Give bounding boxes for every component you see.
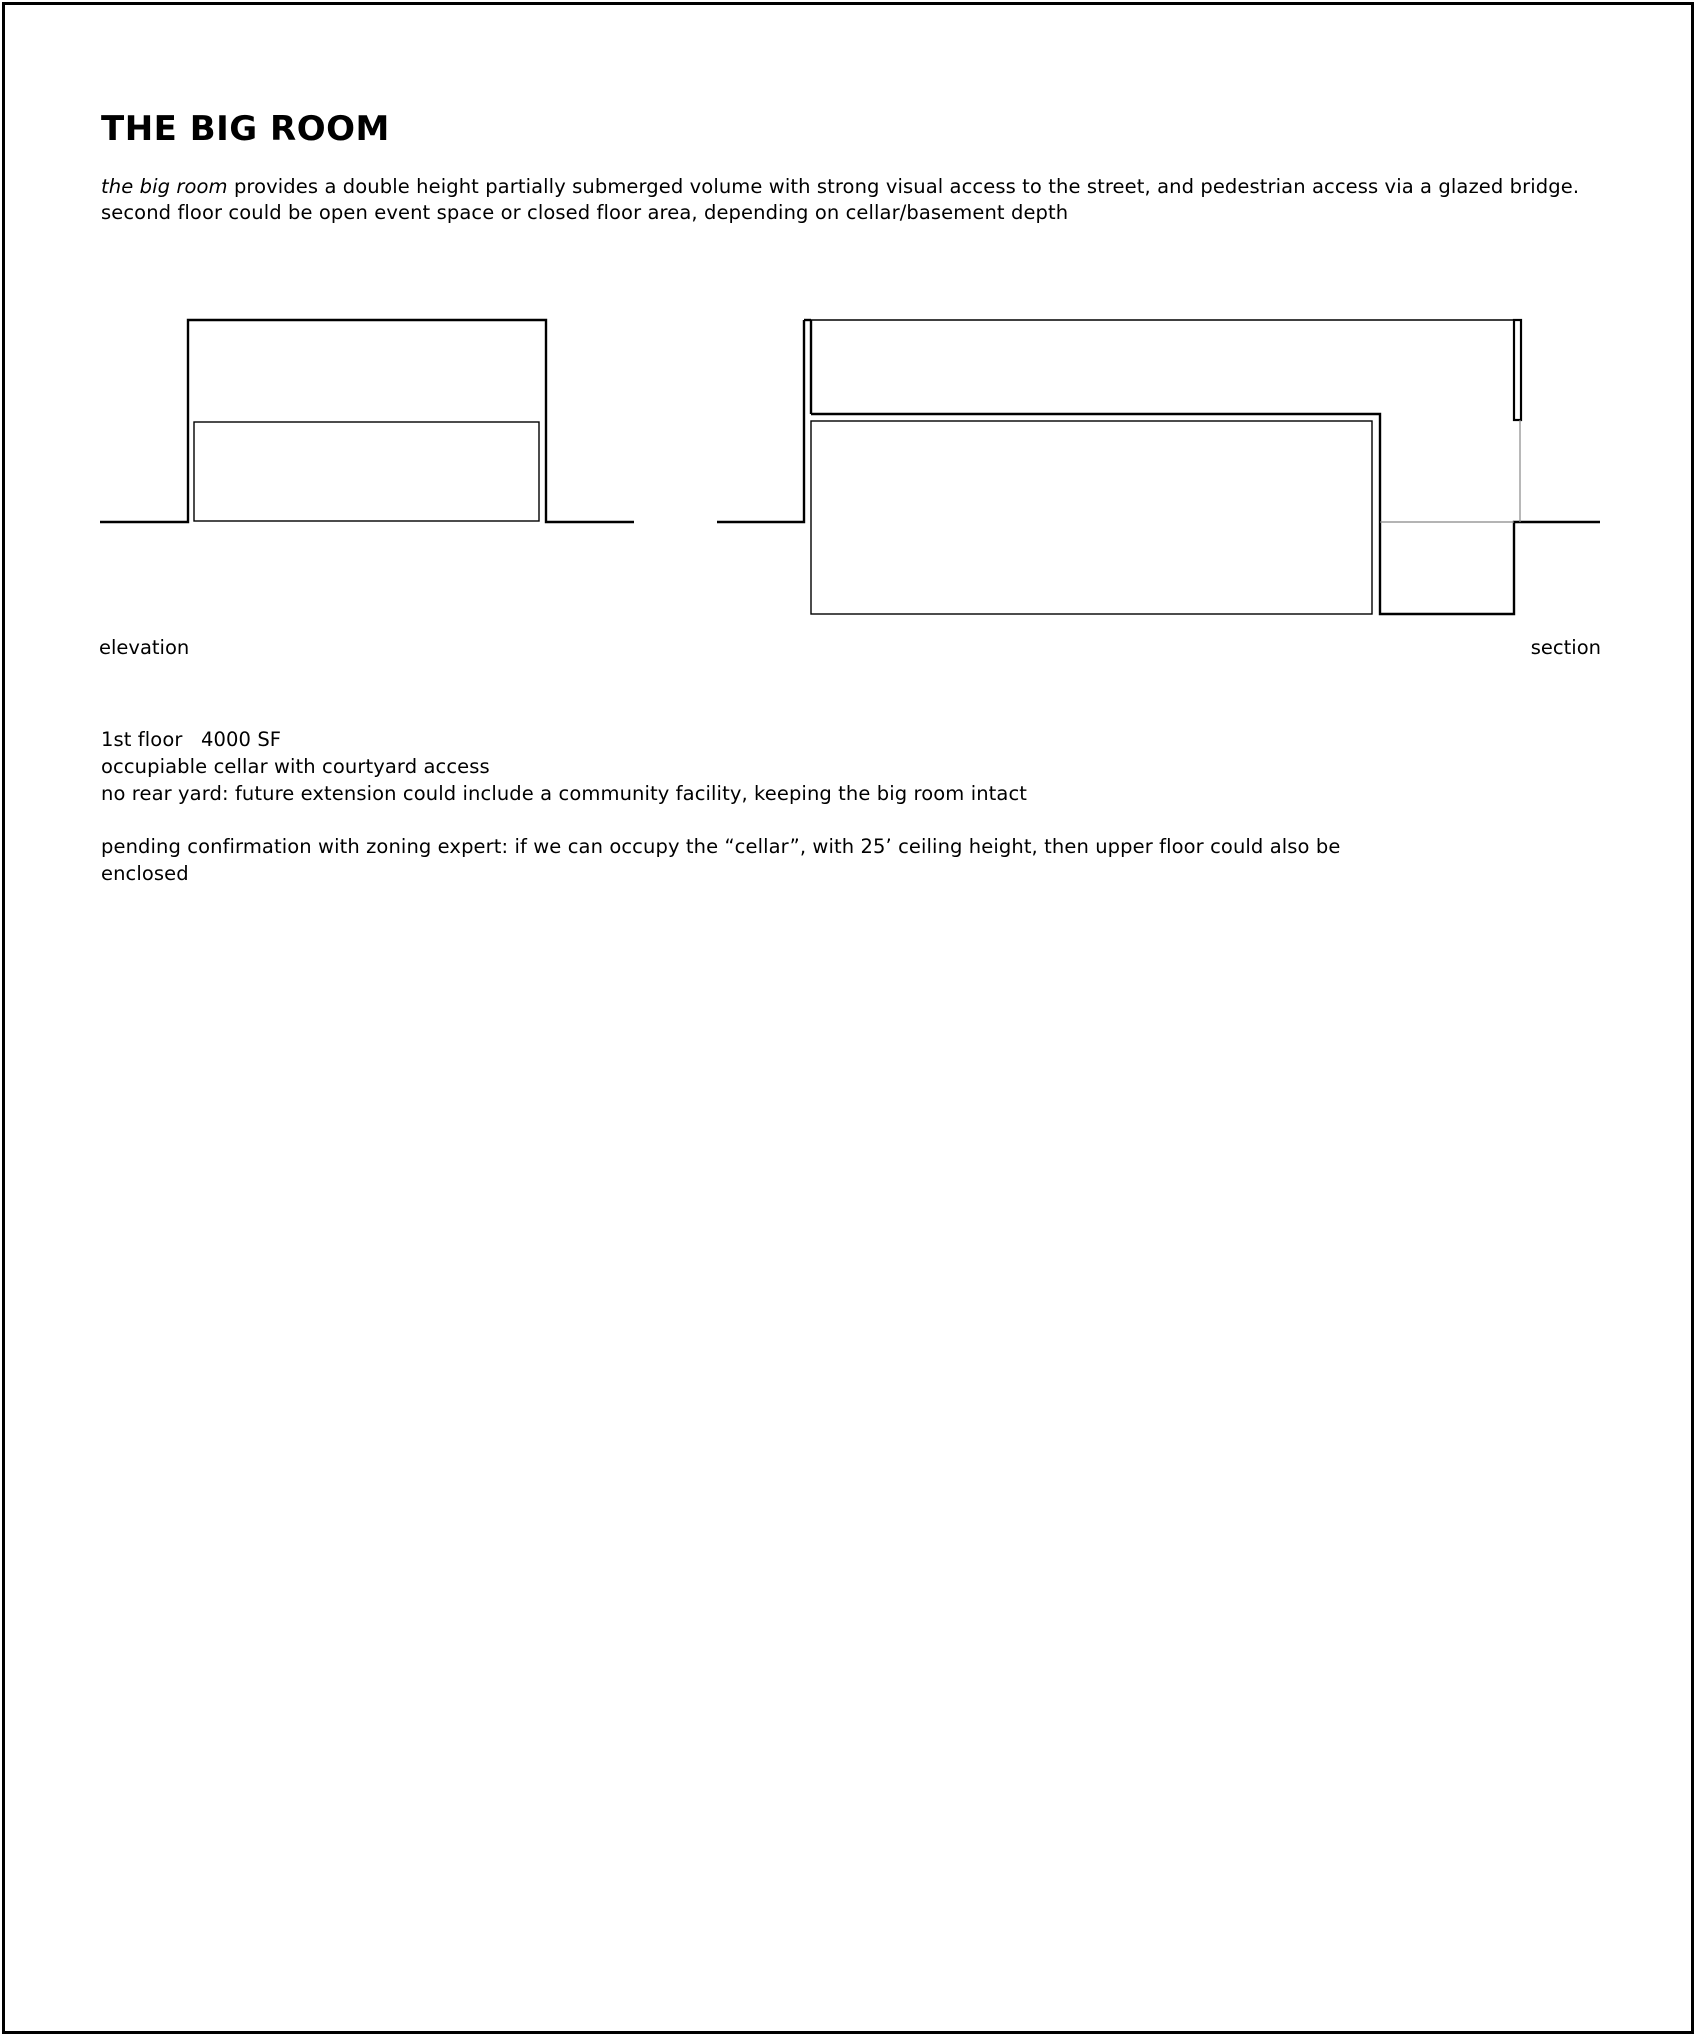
notes-spacer [101,807,1501,833]
page-title: THE BIG ROOM [101,109,390,149]
pending-note-line-1: pending confirmation with zoning expert: if we can occupy the “cellar”, with 25’ ceiling height, then upper floor could also be [101,835,1341,858]
floor-area-value: 4000 SF [201,728,282,751]
section-big-room-volume [811,421,1372,614]
caption-section: section [1530,636,1601,659]
intro-lead-italic: the big room [101,175,228,198]
section-ground-left [717,320,804,522]
cellar-note: occupiable cellar with courtyard access [101,755,490,778]
floor-label: 1st floor [101,728,183,751]
notes [101,726,1501,887]
pending-note-line-2: enclosed [101,862,189,885]
section-drawing [717,320,1600,614]
elevation-ground-and-outline [100,320,634,522]
section-floor-slab [811,414,1600,614]
rear-yard-note: no rear yard: future extension could include a community facility, keeping the big room intact [101,782,1028,805]
floor-area-line [101,726,1501,753]
intro-line-1-rest: provides a double height partially submerged volume with strong visual access to the street, and pedestrian access via a glazed bridge. [227,175,1580,198]
intro-line-2: second floor could be open event space or closed floor area, depending on cellar/basement depth [101,201,1069,224]
elevation-glazed-volume [194,422,539,521]
section-right-wall [1514,320,1521,420]
caption-elevation: elevation [99,636,190,659]
elevation-drawing [100,320,634,522]
